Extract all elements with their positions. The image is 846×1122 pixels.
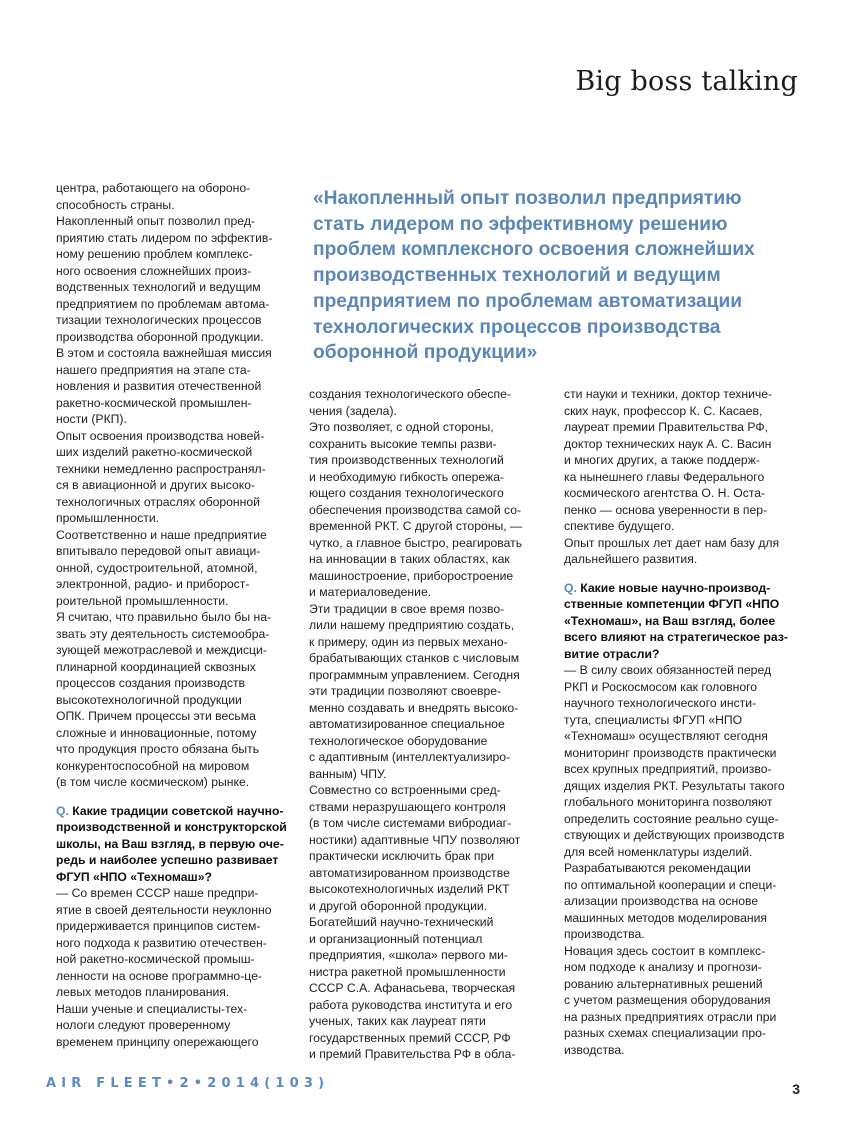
column-2-body <box>309 386 522 1063</box>
body-text-line: ванным) ЧПУ. <box>309 766 387 781</box>
body-text-line: работа руководства института и его <box>309 997 513 1012</box>
body-text-line: что продукция просто обязана быть <box>56 742 260 756</box>
column-1-answer <box>56 885 287 1050</box>
body-text-line: ному решению проблем комплекс- <box>56 247 253 261</box>
body-text-line: ученых, таких как лауреат пяти <box>309 1014 486 1028</box>
pull-quote-line: производственных технологий и ведущим <box>313 265 721 287</box>
body-text-line: автоматизированном производстве <box>309 865 510 880</box>
pull-quote-line: проблем комплексного освоения сложнейших <box>313 239 755 261</box>
answer-text-line: на разных предприятиях отрасли при <box>564 1009 777 1024</box>
body-text-line: брабатывающих станков с числовым <box>309 651 520 665</box>
question-line <box>56 852 287 869</box>
body-text-line: плинарной координацией сквозных <box>56 659 256 674</box>
column-3-body <box>564 386 788 568</box>
question-line <box>564 646 788 663</box>
body-text-line: конкурентоспособной на мировом <box>56 758 250 773</box>
question-text: витие отрасли? <box>564 646 660 661</box>
body-text-line: пенко — основа уверенности в пер- <box>564 502 768 517</box>
body-text-line: ракетно-космической промышлен- <box>56 395 252 410</box>
body-text-line: сохранить высокие темпы разви- <box>309 436 497 451</box>
answer-text-line: ализации производства на основе <box>564 894 759 908</box>
answer-text-line: для всей номенклатуры изделий. <box>564 844 753 859</box>
answer-text-line: нологи следуют проверенному <box>56 1018 231 1032</box>
question-text: всего влияют на стратегическое раз- <box>564 630 788 644</box>
body-text-line: производства оборонной продукции. <box>56 329 264 344</box>
answer-text-line: — В силу своих обязанностей перед <box>564 663 772 677</box>
body-text-line: государственных премий СССР, РФ <box>309 1030 511 1045</box>
body-text-line: дальнейшего развития. <box>564 552 698 566</box>
answer-text-line: разных схемах специализации про- <box>564 1026 766 1040</box>
body-text-line: создания технологического обеспе- <box>309 387 511 401</box>
question-line <box>56 819 287 836</box>
pull-quote-line: предприятием по проблемам автоматизации <box>313 290 743 312</box>
answer-text-line: левых методов планирования. <box>56 985 230 999</box>
body-text-line: технологическое оборудование <box>309 733 488 748</box>
body-text-line: приятию стать лидером по эффектив- <box>56 230 273 245</box>
answer-text-line: ленности на основе программно-це- <box>56 968 262 983</box>
question-text: редь и наиболее успешно развивает <box>56 853 279 867</box>
body-text-line: ских наук, профессор К. С. Касаев, <box>564 403 763 418</box>
answer-text-line: Новация здесь состоит в комплекс- <box>564 943 766 958</box>
body-text-line: на инновации в таких областях, как <box>309 552 510 566</box>
answer-text-line: мониторинг производств практически <box>564 745 777 760</box>
body-text-line: сти науки и техники, доктор техниче- <box>564 387 773 401</box>
answer-text-line: машинных методов моделирования <box>564 910 768 925</box>
body-text-line: (в том числе космическом) рынке. <box>56 775 250 789</box>
question-text: «Техномаш», на Ваш взгляд, более <box>564 613 776 628</box>
answer-text-line: Разрабатываются рекомендации <box>564 861 751 875</box>
body-text-line: практически исключить брак при <box>309 849 495 863</box>
body-text-line: спективе будущего. <box>564 519 675 533</box>
body-text-line: электронной, радио- и приборост- <box>56 577 250 591</box>
body-text-line: доктор технических наук А. С. Васин <box>564 436 772 451</box>
body-text-line: способность страны. <box>56 197 175 212</box>
body-text-line: с адаптивным (интеллектуализиро- <box>309 750 511 764</box>
answer-text-line: ном подходе к анализу и прогнози- <box>564 960 762 974</box>
answer-text-line: глобального мониторинга позволяют <box>564 795 773 809</box>
answer-text-line: ной ракетно-космической промыш- <box>56 952 255 966</box>
body-text-line: водственных технологий и ведущим <box>56 280 261 294</box>
body-text-line: космического агентства О. Н. Оста- <box>564 486 766 500</box>
body-text-line: временной РКТ. С другой стороны, — <box>309 519 523 533</box>
column-1 <box>56 180 287 1050</box>
body-text-line: Соответственно и наше предприятие <box>56 527 267 542</box>
body-text-line: автоматизированное специальное <box>309 717 505 731</box>
question-text: Какие новые научно-производ- <box>580 580 771 595</box>
magazine-footer: AIR FLEET•2•2014(103) <box>46 1076 330 1091</box>
body-text-line: ностики) адаптивные ЧПУ позволяют <box>309 832 521 847</box>
body-text-line: Я считаю, что правильно было бы на- <box>56 610 272 624</box>
body-text-line: предприятия, «школа» первого ми- <box>309 948 508 962</box>
body-text-line: новления и развития отечественной <box>56 379 262 393</box>
body-text-line: и другой оборонной продукции. <box>309 898 488 913</box>
body-text-line: и материаловедение. <box>309 585 432 599</box>
body-text-line: зующей межотраслевой и междисци- <box>56 643 267 657</box>
body-text-line: центра, работающего на обороно- <box>56 181 251 195</box>
body-text-line: лили нашему предприятию создать, <box>309 618 515 632</box>
answer-text-line: рованию альтернативных решений <box>564 976 763 991</box>
answer-text-line: ятие в своей деятельности неуклонно <box>56 902 272 917</box>
answer-text-line: ного подхода к развитию отечествен- <box>56 935 267 950</box>
body-text-line: Это позволяет, с одной стороны, <box>309 420 494 434</box>
body-text-line: сложные и инновационные, потому <box>56 725 257 740</box>
answer-text-line: РКП и Роскосмосом как головного <box>564 679 758 694</box>
body-text-line: ющего создания технологического <box>309 486 504 500</box>
body-text-line: впитывало передовой опыт авиаци- <box>56 544 261 558</box>
body-text-line: тизации технологических процессов <box>56 313 262 327</box>
body-text-line: Опыт освоения производства новей- <box>56 428 265 443</box>
body-text-line: звать эту деятельность системообра- <box>56 626 270 641</box>
body-text-line: технологичных отраслях оборонной <box>56 494 260 509</box>
body-text-line: СССР С.А. Афанасьева, творческая <box>309 981 516 995</box>
pull-quote-line: стать лидером по эффективному решению <box>313 213 728 235</box>
question-marker: Q. <box>56 803 73 818</box>
body-text-line: высокотехнологичной продукции <box>56 692 242 707</box>
body-text-line: предприятием по проблемам автома- <box>56 296 270 311</box>
section-title: Big boss talking <box>575 66 798 97</box>
question-marker: Q. <box>564 580 581 595</box>
body-text-line: эти традиции позволяют своевре- <box>309 684 502 698</box>
question-text: Какие традиции советской научно- <box>72 803 284 818</box>
body-text-line: ности (РКП). <box>56 412 127 426</box>
answer-text-line: — Со времен СССР наше предпри- <box>56 886 259 900</box>
body-text-line: и необходимую гибкость опережа- <box>309 469 505 484</box>
body-text-line: чутко, а главное быстро, реагировать <box>309 535 523 550</box>
answer-text-line: изводства. <box>564 1042 625 1057</box>
answer-text-line: дящих изделия РКТ. Результаты такого <box>564 778 785 793</box>
answer-text-line: ствующих и действующих производств <box>564 828 785 842</box>
answer-text-line: придерживается принципов систем- <box>56 919 261 933</box>
pull-quote-line: «Накопленный опыт позволил предприятию <box>313 188 742 209</box>
column-3-answer <box>564 662 788 1058</box>
body-text-line: роительной промышленности. <box>56 593 229 608</box>
answer-text-line: производства. <box>564 927 645 941</box>
answer-text-line: определить состояние реально суще- <box>564 811 779 826</box>
body-text-line: нашего предприятия на этапе ста- <box>56 362 251 377</box>
body-text-line: менно создавать и внедрять высоко- <box>309 700 519 715</box>
column-1-question <box>56 803 287 886</box>
body-text-line: и премий Правительства РФ в обла- <box>309 1047 516 1061</box>
body-text-line: ших изделий ракетно-космической <box>56 445 253 459</box>
body-text-line: Опыт прошлых лет дает нам базу для <box>564 535 780 550</box>
question-line <box>564 613 788 630</box>
body-text-line: и многих других, а также поддерж- <box>564 453 760 467</box>
body-text-line: ся в авиационной и других высоко- <box>56 478 256 492</box>
question-line <box>56 836 287 853</box>
question-line <box>564 629 788 646</box>
body-text-line: программным управлением. Сегодня <box>309 667 520 682</box>
body-text-line: Накопленный опыт позволил пред- <box>56 214 255 228</box>
pull-quote-line: технологических процессов производства <box>313 316 721 338</box>
column-3-question <box>564 580 788 663</box>
answer-text-line: с учетом размещения оборудования <box>564 993 771 1007</box>
body-text-line: чения (задела). <box>309 403 397 418</box>
answer-text-line: по оптимальной кооперации и специ- <box>564 877 777 892</box>
column-2 <box>309 386 522 1063</box>
body-text-line: ствами неразрушающего контроля <box>309 799 506 814</box>
answer-text-line: временем принципу опережающего <box>56 1034 259 1049</box>
body-text-line: Эти традиции в свое время позво- <box>309 601 505 616</box>
body-text-line: онной, судостроительной, атомной, <box>56 560 258 575</box>
body-text-line: (в том числе системами вибродиаг- <box>309 816 512 830</box>
body-text-line: к примеру, один из первых механо- <box>309 634 508 649</box>
body-text-line: ного освоения сложнейших произ- <box>56 263 252 278</box>
question-line <box>564 580 788 597</box>
body-text-line: техники немедленно распространял- <box>56 461 266 476</box>
column-3 <box>564 386 788 1058</box>
answer-text-line: тута, специалисты ФГУП «НПО <box>564 712 743 727</box>
body-text-line: обеспечения производства самой со- <box>309 502 522 517</box>
body-text-line: В этом и состояла важнейшая миссия <box>56 346 272 360</box>
body-text-line: тия производственных технологий <box>309 453 504 467</box>
body-text-line: Совместно со встроенными сред- <box>309 783 501 797</box>
question-text: школы, на Ваш взгляд, в первую оче- <box>56 836 284 851</box>
body-text-line: лауреат премии Правительства РФ, <box>564 420 768 434</box>
question-line <box>56 803 287 820</box>
body-text-line: Богатейший научно-технический <box>309 915 494 929</box>
question-line <box>56 869 287 886</box>
page-number: 3 <box>792 1081 800 1097</box>
question-text: производственной и конструкторской <box>56 820 287 834</box>
body-text-line: ка нынешнего главы Федерального <box>564 469 765 484</box>
body-text-line: ОПК. Причем процессы эти весьма <box>56 709 256 723</box>
pull-quote-line: оборонной продукции» <box>313 342 538 364</box>
answer-text-line: всех крупных предприятий, произво- <box>564 762 772 776</box>
pull-quote <box>313 186 755 366</box>
body-text-line: высокотехнологичных изделий РКТ <box>309 882 510 896</box>
body-text-line: промышленности. <box>56 511 160 525</box>
column-1-body <box>56 180 287 791</box>
question-text: ственные компетенции ФГУП «НПО <box>564 597 780 611</box>
answer-text-line: Наши ученые и специалисты-тех- <box>56 1001 248 1016</box>
body-text-line: нистра ракетной промышленности <box>309 964 506 979</box>
question-line <box>564 596 788 613</box>
body-text-line: машиностроение, приборостроение <box>309 568 514 583</box>
answer-text-line: научного технологического инсти- <box>564 696 757 710</box>
body-text-line: и организационный потенциал <box>309 931 483 946</box>
answer-text-line: «Техномаш» осуществляют сегодня <box>564 729 768 743</box>
body-text-line: процессов создания производств <box>56 676 246 690</box>
question-text: ФГУП «НПО «Техномаш»? <box>56 869 212 884</box>
